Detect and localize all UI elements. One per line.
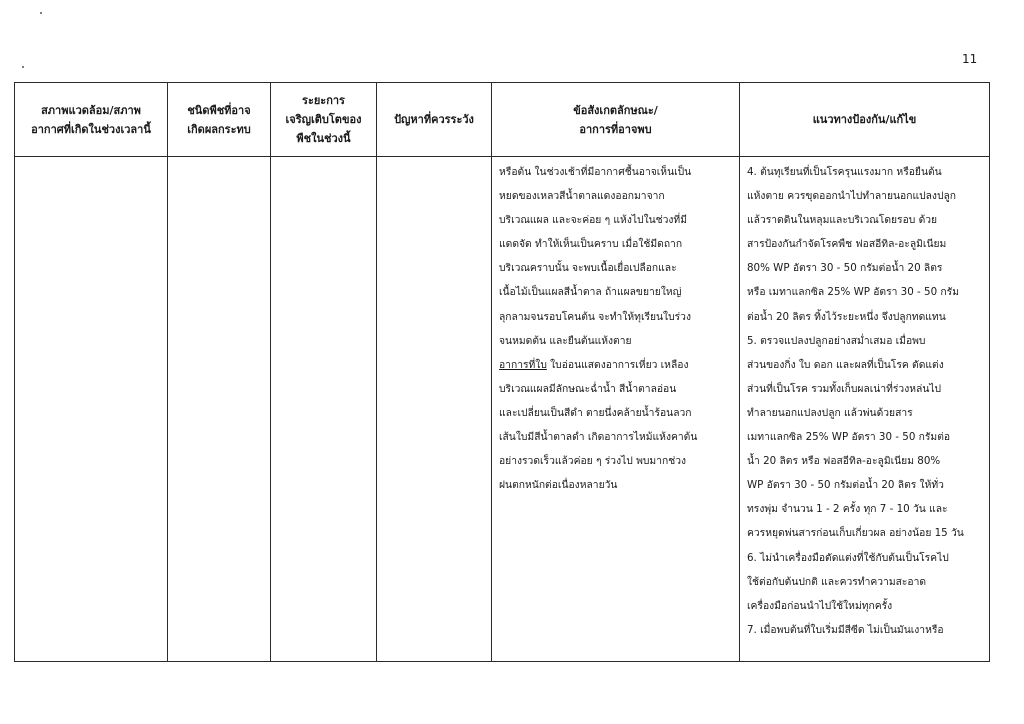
symptoms-line: จนหมดต้น และยืนต้นแห้งตาย [499,334,632,347]
prevention-line: 5. ตรวจแปลงปลูกอย่างสม่ำเสมอ เมื่อพบ [747,334,926,347]
prevention-line: 6. ไม่นำเครื่องมือตัดแต่งที่ใช้กับต้นเป็นโรคไป [747,551,949,564]
prevention-line: น้ำ 20 ลิตร หรือ ฟอสอีทิล-อะลูมิเนียม 80% [747,455,941,468]
table-row [15,157,990,662]
cell-crop [168,157,271,662]
symptoms-line: บริเวณแผล และจะค่อย ๆ แห้งไปในช่วงที่มี [499,214,688,227]
prevention-line: แล้วราดดินในหลุมและบริเวณโดยรอบ ด้วย [747,214,938,227]
scan-speck [40,12,42,14]
header-growth-stage: ระยะการ เจริญเติบโตของ พืชในช่วงนี้ [271,83,377,157]
leaf-symptoms-heading: อาการที่ใบ [499,358,547,371]
data-table [14,82,990,662]
prevention-line: สารป้องกันกำจัดโรคพืช ฟอสอีทิล-อะลูมิเนียม [747,238,947,251]
symptoms-line: หรือต้น ในช่วงเช้าที่มีอากาศชื้นอาจเห็นเป็น [499,166,692,178]
prevention-line: ทรงพุ่ม จำนวน 1 - 2 ครั้ง ทุก 7 - 10 วัน และ [747,503,948,516]
header-symptoms: ข้อสังเกตลักษณะ/ อาการที่อาจพบ [492,83,740,157]
header-prevention: แนวทางป้องกัน/แก้ไข [740,83,990,157]
header-problem: ปัญหาที่ควรระวัง [377,83,492,157]
header-environment: สภาพแวดล้อม/สภาพ อากาศที่เกิดในช่วงเวลานี้ [15,83,168,157]
prevention-line: WP อัตรา 30 - 50 กรัมต่อน้ำ 20 ลิตร ให้ทั่ว [747,479,944,492]
symptoms-line: เนื้อไม้เป็นแผลสีน้ำตาล ถ้าแผลขยายใหญ่ [499,286,682,299]
prevention-line: 4. ต้นทุเรียนที่เป็นโรครุนแรงมาก หรือยืนต้น [747,166,942,178]
page-number: 11 [962,52,978,66]
leaf-symptoms-line [499,353,736,377]
prevention-line: 80% WP อัตรา 30 - 50 กรัมต่อน้ำ 20 ลิตร [747,262,943,275]
prevention-line: 7. เมื่อพบต้นที่ใบเริ่มมีสีซีด ไม่เป็นมันเงาหรือ [747,623,944,636]
header-crop: ชนิดพืชที่อาจ เกิดผลกระทบ [168,83,271,157]
leaf-symptoms-text: ใบอ่อนแสดงอาการเหี่ยว เหลือง [546,358,689,371]
symptoms-line: เส้นใบมีสีน้ำตาลดำ เกิดอาการไหม้แห้งคาต้น [499,431,698,444]
prevention-line: หรือ เมทาแลกซิล 25% WP อัตรา 30 - 50 กรัม [747,286,959,299]
symptoms-line: บริเวณคราบนั้น จะพบเนื้อเยื่อเปลือกและ [499,262,677,275]
symptoms-line: อย่างรวดเร็วแล้วค่อย ๆ ร่วงไป พบมากช่วง [499,455,687,468]
prevention-line: ทำลายนอกแปลงปลูก แล้วพ่นด้วยสาร [747,406,913,419]
symptoms-line: และเปลี่ยนเป็นสีดำ ตายนึ่งคล้ายน้ำร้อนลวก [499,406,692,419]
prevention-line: ส่วนของกิ่ง ใบ ดอก และผลที่เป็นโรค ตัดแต่ง [747,358,944,371]
cell-problem [377,157,492,662]
cell-symptoms [492,157,740,662]
symptoms-line: ลุกลามจนรอบโคนต้น จะทำให้ทุเรียนใบร่วง [499,310,691,323]
prevention-line: ส่วนที่เป็นโรค รวมทั้งเก็บผลเน่าที่ร่วงหล่นไป [747,382,942,395]
symptoms-line: ฝนตกหนักต่อเนื่องหลายวัน [499,479,618,492]
symptoms-line: บริเวณแผลมีลักษณะฉ่ำน้ำ สีน้ำตาลอ่อน [499,382,677,395]
symptoms-line: หยดของเหลวสีน้ำตาลแดงออกมาจาก [499,190,665,203]
prevention-line: ต่อน้ำ 20 ลิตร ทิ้งไว้ระยะหนึ่ง จึงปลูกทดแทน [747,310,946,323]
prevention-line: ใช้ต่อกับต้นปกติ และควรทำความสะอาด [747,575,927,588]
prevention-line: เมทาแลกซิล 25% WP อัตรา 30 - 50 กรัมต่อ [747,431,951,444]
cell-prevention [740,157,990,662]
symptoms-line: แดดจัด ทำให้เห็นเป็นคราบ เมื่อใช้มีดถาก [499,238,683,251]
cell-environment [15,157,168,662]
prevention-line: เครื่องมือก่อนนำไปใช้ใหม่ทุกครั้ง [747,599,893,612]
scan-speck [22,66,24,68]
table-header-row [15,83,990,157]
prevention-line: ควรหยุดพ่นสารก่อนเก็บเกี่ยวผล อย่างน้อย 15 วัน [747,527,964,540]
prevention-line: แห้งตาย ควรขุดออกนำไปทำลายนอกแปลงปลูก [747,190,957,203]
cell-growth-stage [271,157,377,662]
